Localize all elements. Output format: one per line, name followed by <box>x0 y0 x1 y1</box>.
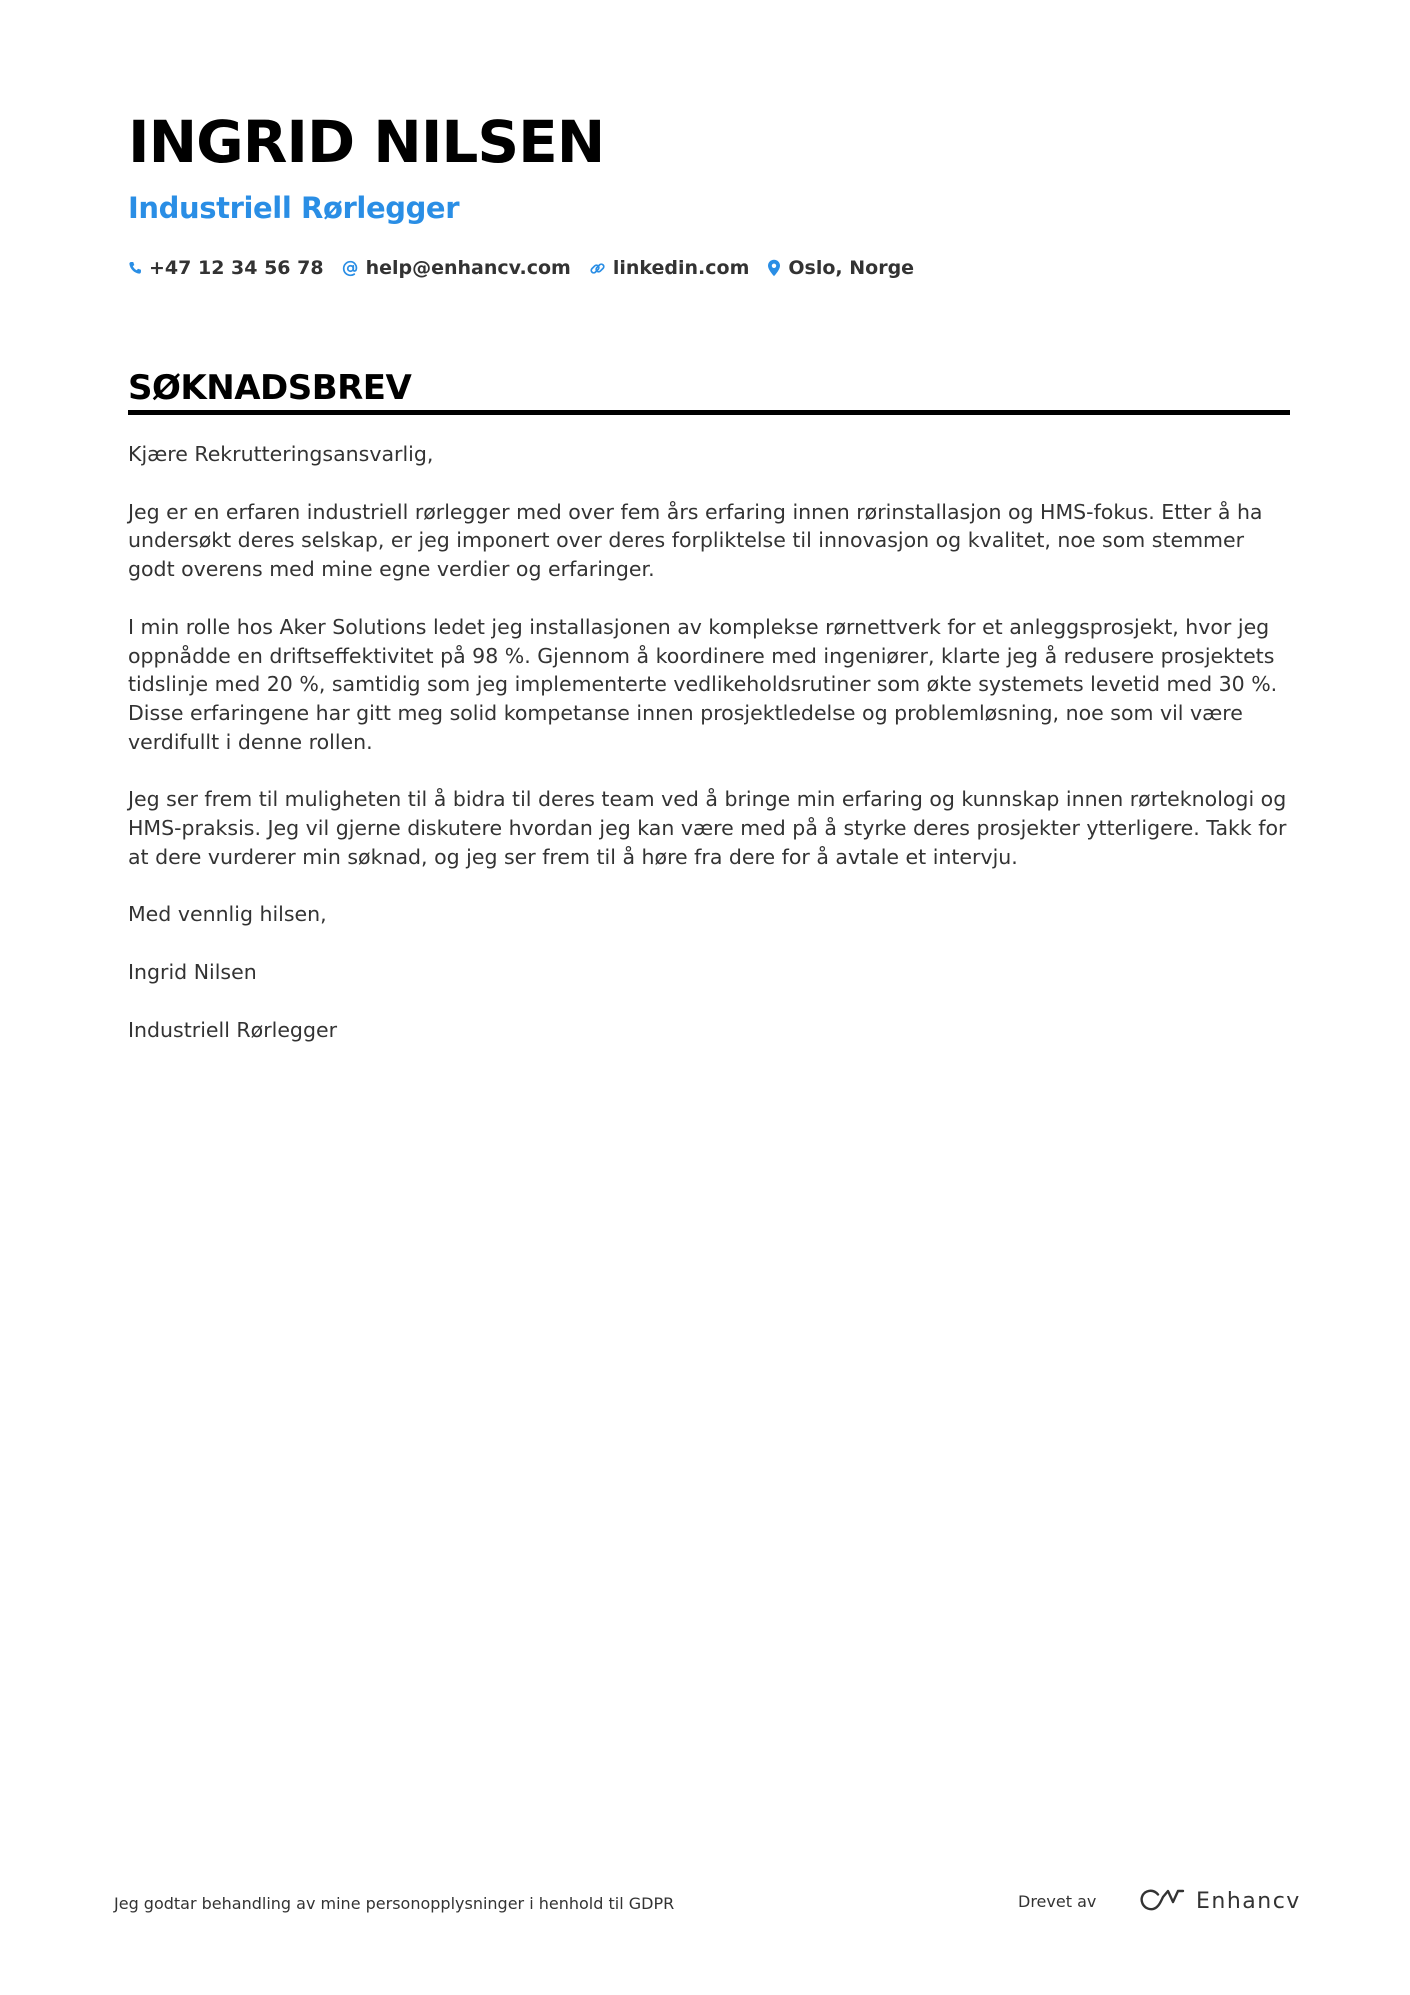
contact-bar <box>128 254 914 282</box>
letter-closing: Med vennlig hilsen, <box>128 902 327 927</box>
enhancv-logo-icon <box>1138 1888 1186 1914</box>
applicant-name: INGRID NILSEN <box>128 108 605 176</box>
contact-linkedin-text: linkedin.com <box>612 257 750 279</box>
link-icon <box>589 260 606 277</box>
phone-icon <box>128 260 142 276</box>
at-icon <box>342 260 359 277</box>
letter-body <box>128 440 1294 1074</box>
contact-location <box>767 257 914 279</box>
contact-phone[interactable] <box>128 257 324 279</box>
brand-name: Enhancv <box>1196 1888 1301 1914</box>
applicant-role: Industriell Rørlegger <box>128 191 460 225</box>
signature-name: Ingrid Nilsen <box>128 960 257 985</box>
contact-email-text: help@enhancv.com <box>365 257 571 279</box>
contact-phone-text: +47 12 34 56 78 <box>149 257 324 279</box>
letter-paragraph: Jeg er en erfaren industriell rørlegger med over fem års erfaring innen rørinstallasjon og HMS-fokus. Etter å ha undersøkt deres selskap, er jeg imponert over deres forpliktelse til innovasjon og kvalitet, noe som stemmer godt overens med mine egne verdier og erfaringer. <box>128 499 1263 582</box>
letter-paragraph: Jeg ser frem til muligheten til å bidra til deres team ved å bringe min erfaring og kunnskap innen rørteknologi og HMS-praksis. Jeg vil gjerne diskutere hvordan jeg kan være med på å styrke deres prosjekter ytterligere. Takk for at dere vurderer min søknad, og jeg ser frem til å høre fra dere for å avtale et intervju. <box>128 787 1287 869</box>
signature-title: Industriell Rørlegger <box>128 1017 337 1042</box>
location-pin-icon <box>767 259 781 277</box>
enhancv-brand-link[interactable] <box>1138 1885 1301 1917</box>
section-title: SØKNADSBREV <box>128 368 412 408</box>
letter-paragraph: I min rolle hos Aker Solutions ledet jeg installasjonen av komplekse rørnettverk for et anleggsprosjekt, hvor jeg oppnådde en driftseffektivitet på 98 %. Gjennom å koordinere med ingeniører, klarte jeg å redusere prosjektets tidslinje med 20 %, samtidig som jeg implementerte vedlikeholdsrutiner som økte systemets levetid med 30 %. Disse erfaringene har gitt meg solid kompetanse innen prosjektledelse og problemløsning, noe som vil være verdifullt i denne rollen. <box>128 614 1278 754</box>
contact-linkedin[interactable] <box>589 257 750 279</box>
section-divider <box>128 410 1290 415</box>
contact-email[interactable] <box>342 257 571 279</box>
contact-location-text: Oslo, Norge <box>788 257 915 279</box>
gdpr-consent-text: Jeg godtar behandling av mine personopplysninger i henhold til GDPR <box>114 1894 675 1913</box>
powered-by-label: Drevet av <box>1018 1892 1097 1911</box>
letter-salutation: Kjære Rekrutteringsansvarlig, <box>128 442 434 466</box>
